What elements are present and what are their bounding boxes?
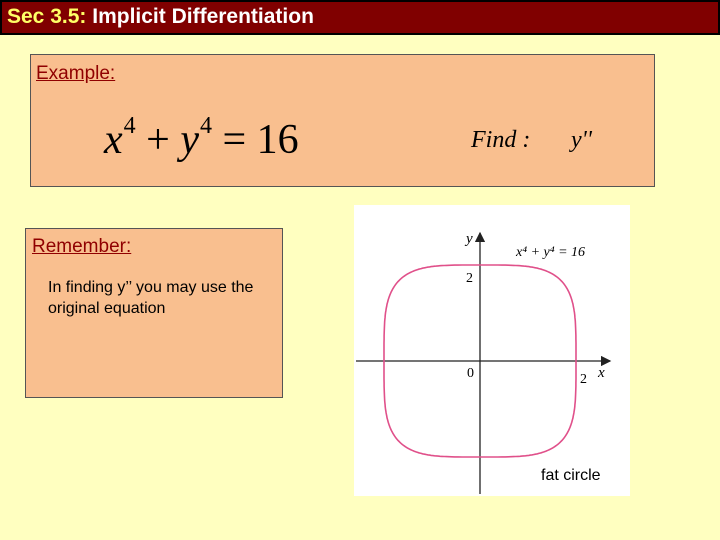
find-target: y''	[571, 127, 592, 153]
graph-caption: fat circle	[541, 467, 601, 484]
example-box	[30, 54, 655, 187]
example-label: Example:	[36, 63, 116, 84]
eq-exp-x: 4	[123, 113, 136, 139]
remember-text: In finding y’’ you may use the original equation	[48, 279, 254, 317]
title-text: Implicit Differentiation	[92, 5, 314, 28]
graph-equation-label: x⁴ + y⁴ = 16	[516, 245, 586, 260]
find-label: Find :	[471, 127, 531, 153]
eq-exp-y: 4	[200, 113, 212, 139]
y-axis-label: y	[466, 231, 473, 247]
graph-panel	[354, 205, 630, 496]
x-axis-label: x	[598, 365, 605, 381]
example-equation	[104, 113, 299, 164]
eq-var-y: y	[180, 117, 199, 163]
section-number: Sec 3.5:	[7, 5, 87, 28]
superellipse-graph	[354, 205, 630, 496]
origin-label: 0	[467, 366, 474, 381]
x-tick-label: 2	[580, 372, 587, 387]
eq-plus: +	[146, 117, 170, 163]
remember-box	[25, 228, 283, 398]
eq-var-x: x	[104, 117, 123, 163]
remember-label: Remember:	[32, 236, 132, 257]
eq-rhs: = 16	[222, 117, 299, 163]
slide-title	[7, 5, 314, 29]
title-bar	[0, 0, 720, 35]
y-tick-label: 2	[466, 271, 473, 286]
